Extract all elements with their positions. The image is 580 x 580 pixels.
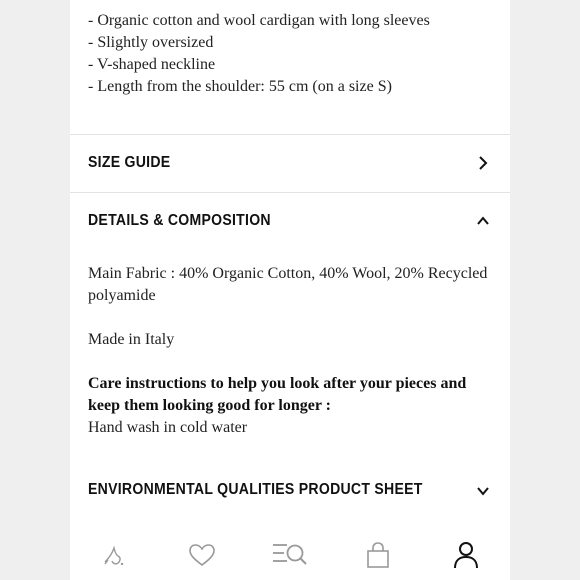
account-icon xyxy=(451,540,481,570)
description-item: - Slightly oversized xyxy=(88,34,214,51)
search-menu-icon xyxy=(270,540,310,570)
size-guide-accordion[interactable] xyxy=(70,135,510,192)
heart-icon xyxy=(187,540,217,570)
chevron-right-icon xyxy=(476,156,490,170)
product-info-panel xyxy=(70,0,510,580)
care-instructions-heading: Care instructions to help you look after your pieces and keep them looking good for longer : xyxy=(88,375,467,414)
description-item: - Organic cotton and wool cardigan with long sleeves xyxy=(88,12,430,29)
details-composition-title: DETAILS & COMPOSITION xyxy=(88,212,271,229)
chevron-down-icon xyxy=(476,484,490,498)
bottom-nav xyxy=(70,530,510,580)
size-guide-title: SIZE GUIDE xyxy=(88,154,171,171)
nav-account[interactable] xyxy=(444,535,488,575)
description-item: - V-shaped neckline xyxy=(88,56,216,73)
details-composition-accordion[interactable] xyxy=(70,193,510,249)
description-item: - Length from the shoulder: 55 cm (on a size S) xyxy=(88,78,392,95)
brand-logo-icon xyxy=(99,540,129,570)
chevron-up-icon xyxy=(476,214,490,228)
nav-home[interactable] xyxy=(92,535,136,575)
nav-search[interactable] xyxy=(268,535,312,575)
shopping-bag-icon xyxy=(363,540,393,570)
care-instructions-text: Hand wash in cold water xyxy=(88,419,248,436)
nav-wishlist[interactable] xyxy=(180,535,224,575)
fabric-composition: Main Fabric : 40% Organic Cotton, 40% Wool, 20% Recycled polyamide xyxy=(88,265,488,304)
made-in: Made in Italy xyxy=(88,331,175,348)
environmental-accordion[interactable] xyxy=(70,462,510,520)
description-list xyxy=(88,10,430,98)
nav-bag[interactable] xyxy=(356,535,400,575)
environmental-title: ENVIRONMENTAL QUALITIES PRODUCT SHEET xyxy=(88,481,423,498)
